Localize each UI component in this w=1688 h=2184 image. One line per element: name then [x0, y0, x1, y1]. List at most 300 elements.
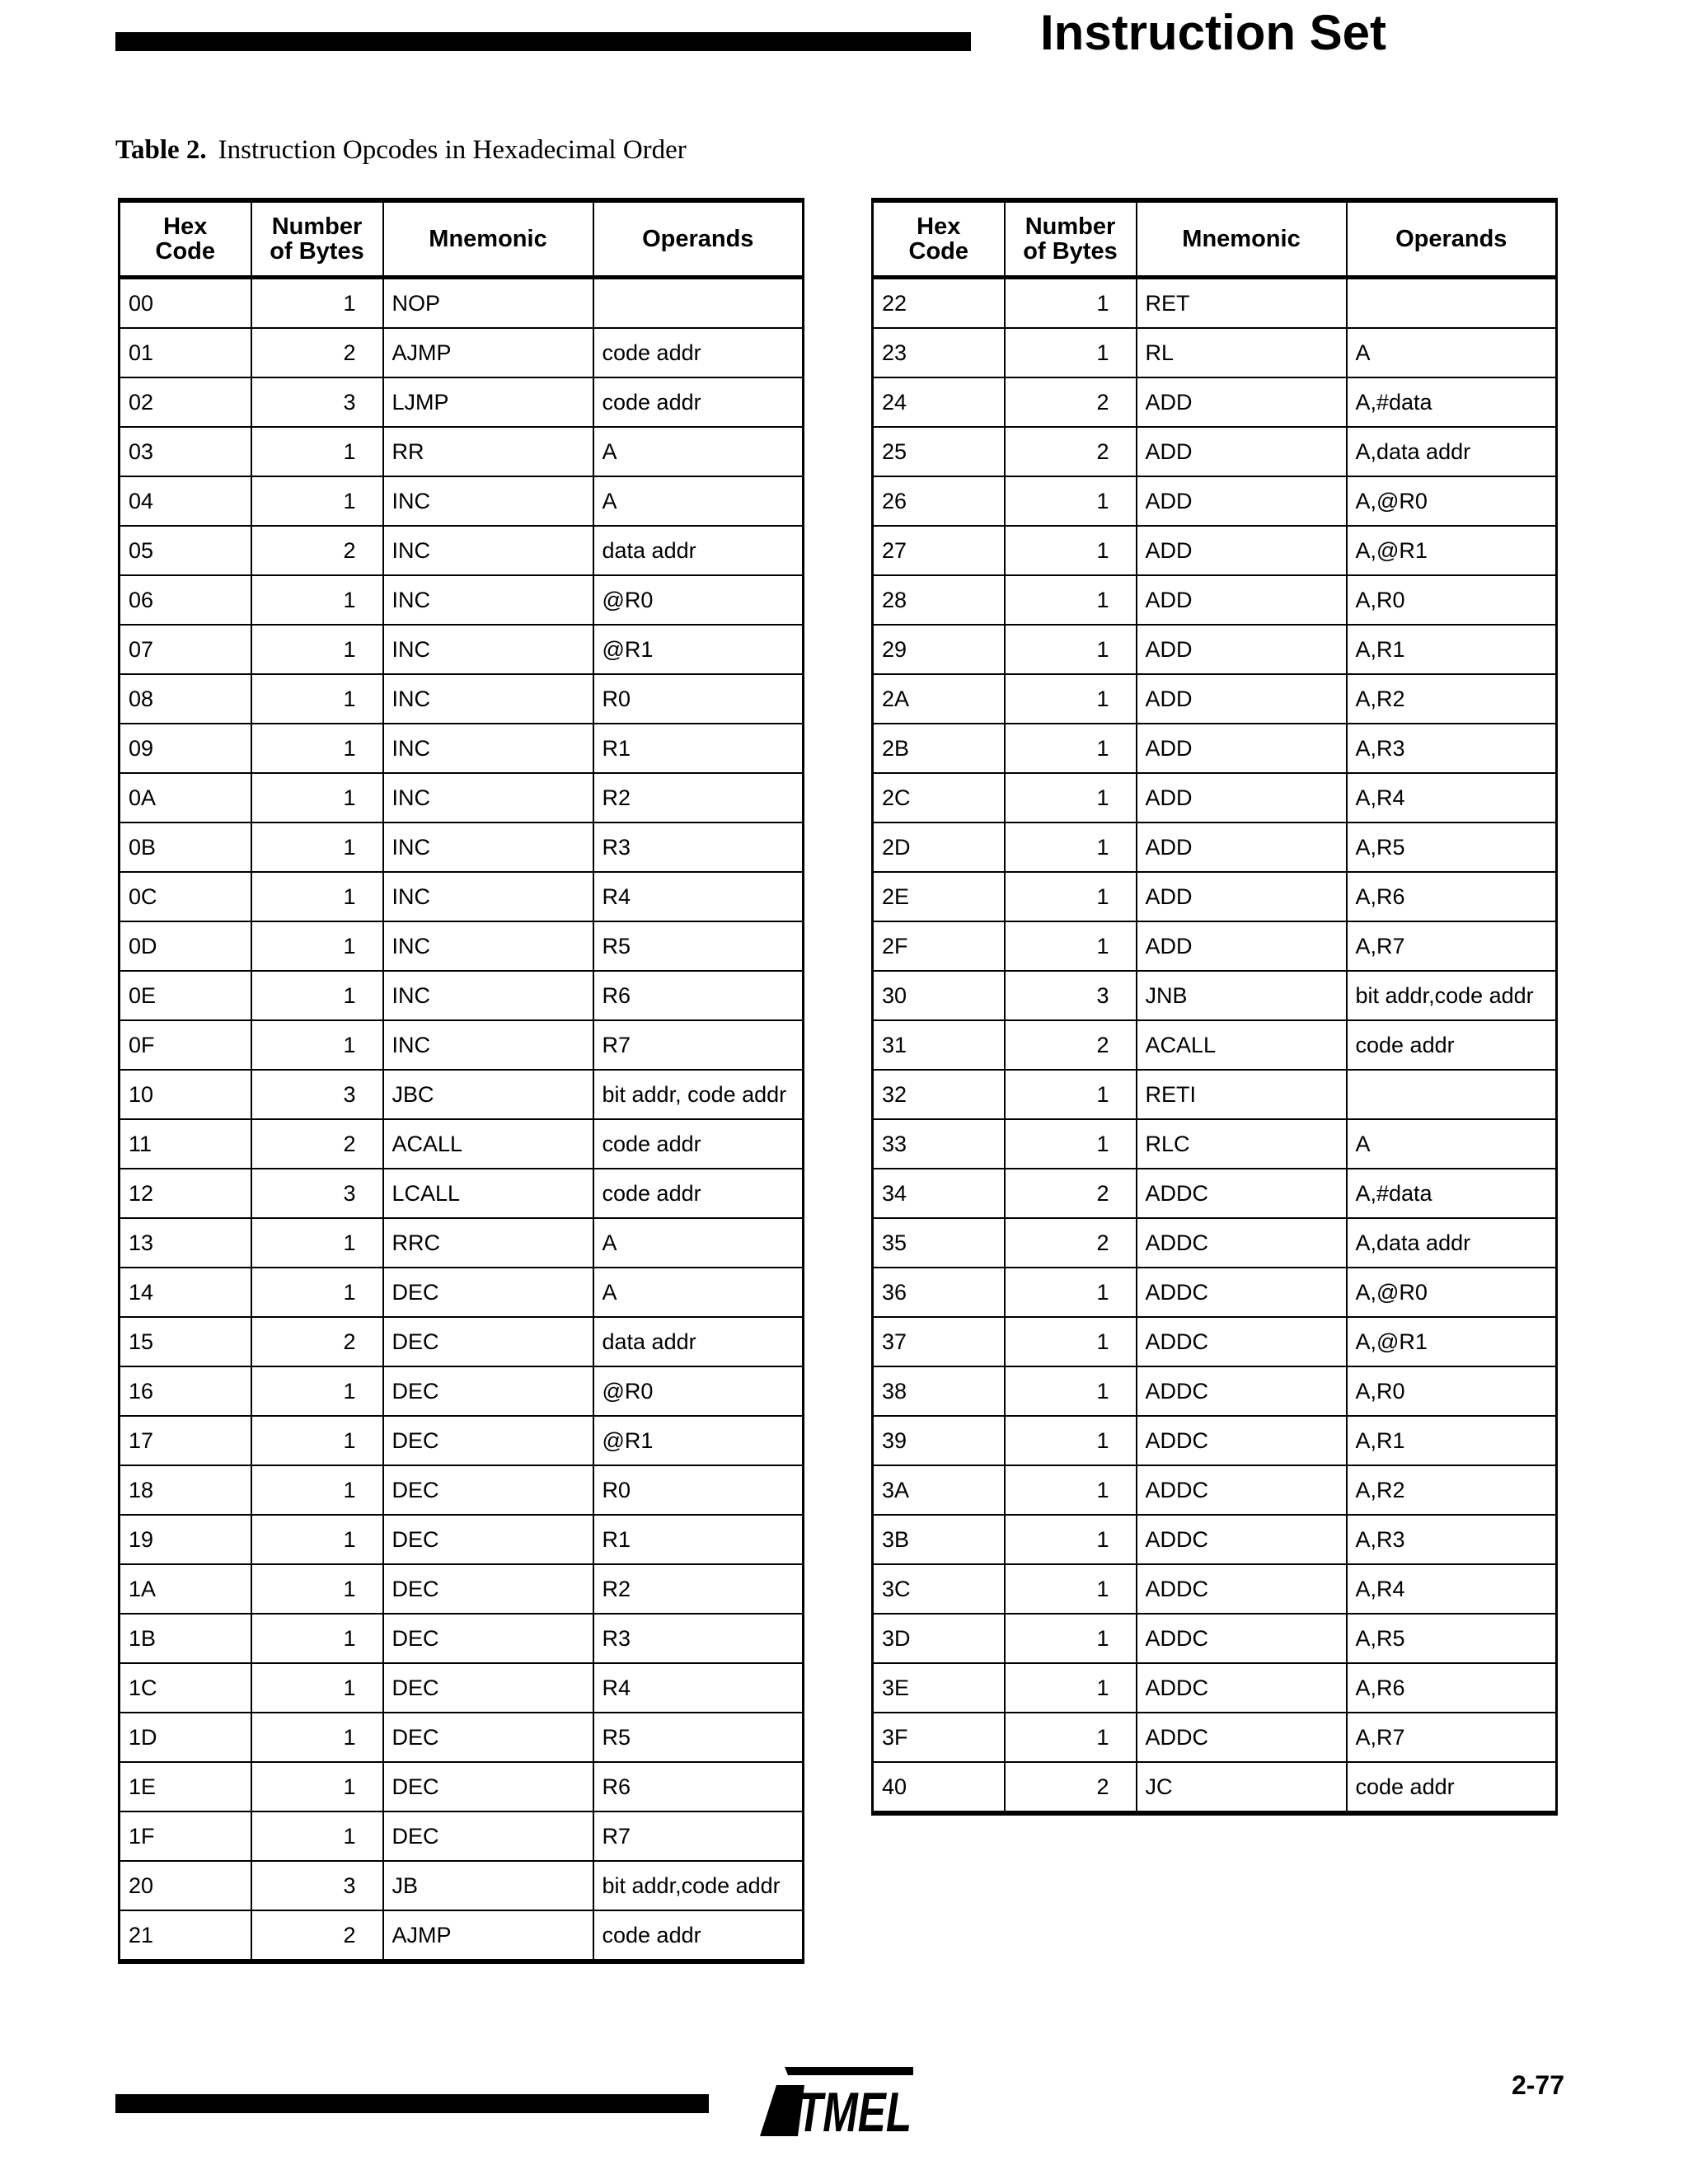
header-row [873, 200, 1557, 278]
cell-hex-code: 20 [120, 1861, 251, 1910]
cell-hex-code: 26 [873, 476, 1005, 526]
cell-number-of-bytes: 2 [1005, 1218, 1137, 1268]
cell-operands: A,R4 [1347, 773, 1557, 823]
cell-mnemonic: ADDC [1137, 1465, 1347, 1515]
cell-hex-code: 1E [120, 1762, 251, 1811]
table-caption-text: Instruction Opcodes in Hexadecimal Order [218, 135, 687, 165]
table-row [873, 1169, 1557, 1218]
cell-mnemonic: ADD [1137, 724, 1347, 773]
cell-mnemonic: INC [383, 625, 593, 674]
cell-mnemonic: JB [383, 1861, 593, 1910]
cell-operands: @R1 [593, 625, 804, 674]
header-hex-code: Hex Code [120, 200, 251, 278]
table-row [873, 1663, 1557, 1713]
cell-hex-code: 24 [873, 377, 1005, 427]
cell-mnemonic: INC [383, 526, 593, 575]
cell-number-of-bytes: 1 [251, 1366, 383, 1416]
cell-number-of-bytes: 2 [251, 328, 383, 377]
cell-operands: data addr [593, 1317, 804, 1366]
page-number: 2-77 [1511, 2070, 1564, 2100]
table-row [120, 526, 804, 575]
cell-mnemonic: INC [383, 971, 593, 1020]
table-row [120, 971, 804, 1020]
cell-operands: code addr [1347, 1762, 1557, 1813]
cell-hex-code: 14 [120, 1268, 251, 1317]
cell-operands: R5 [593, 1713, 804, 1762]
cell-operands: A,R6 [1347, 872, 1557, 921]
cell-mnemonic: INC [383, 476, 593, 526]
cell-mnemonic: DEC [383, 1366, 593, 1416]
cell-number-of-bytes: 1 [251, 1268, 383, 1317]
table-row [873, 278, 1557, 329]
cell-number-of-bytes: 1 [1005, 1515, 1137, 1564]
table-row [120, 1070, 804, 1119]
cell-operands: A,R3 [1347, 724, 1557, 773]
cell-operands: bit addr,code addr [1347, 971, 1557, 1020]
cell-hex-code: 3A [873, 1465, 1005, 1515]
table-row [120, 1020, 804, 1070]
table-row [873, 1515, 1557, 1564]
cell-operands: A,data addr [1347, 427, 1557, 476]
table-row [120, 1713, 804, 1762]
cell-mnemonic: JNB [1137, 971, 1347, 1020]
cell-hex-code: 30 [873, 971, 1005, 1020]
cell-mnemonic: DEC [383, 1713, 593, 1762]
cell-mnemonic: DEC [383, 1268, 593, 1317]
cell-hex-code: 1C [120, 1663, 251, 1713]
cell-mnemonic: ADDC [1137, 1366, 1347, 1416]
cell-number-of-bytes: 1 [1005, 1465, 1137, 1515]
cell-hex-code: 38 [873, 1366, 1005, 1416]
cell-operands: A,R1 [1347, 625, 1557, 674]
cell-hex-code: 21 [120, 1910, 251, 1961]
table-row [873, 1119, 1557, 1169]
cell-number-of-bytes: 1 [251, 1218, 383, 1268]
cell-hex-code: 22 [873, 278, 1005, 329]
cell-number-of-bytes: 1 [1005, 625, 1137, 674]
table-row [873, 1070, 1557, 1119]
table-row [873, 773, 1557, 823]
cell-number-of-bytes: 1 [251, 625, 383, 674]
cell-operands: R2 [593, 773, 804, 823]
cell-mnemonic: ADDC [1137, 1564, 1347, 1614]
table-body [120, 278, 804, 1962]
cell-operands: A,R2 [1347, 1465, 1557, 1515]
cell-mnemonic: AJMP [383, 1910, 593, 1961]
cell-hex-code: 0F [120, 1020, 251, 1070]
cell-mnemonic: ADD [1137, 625, 1347, 674]
table-row [120, 674, 804, 724]
table-row [120, 1762, 804, 1811]
table-row [120, 823, 804, 872]
cell-operands: R1 [593, 1515, 804, 1564]
table-caption-number: Table 2. [115, 135, 207, 165]
table-row [120, 724, 804, 773]
cell-operands: R4 [593, 1663, 804, 1713]
page-title: Instruction Set [1040, 5, 1387, 60]
cell-mnemonic: RRC [383, 1218, 593, 1268]
cell-number-of-bytes: 1 [251, 1465, 383, 1515]
table-row [873, 526, 1557, 575]
table-row [873, 1465, 1557, 1515]
cell-mnemonic: ADD [1137, 526, 1347, 575]
cell-operands: A,#data [1347, 377, 1557, 427]
cell-number-of-bytes: 1 [251, 1416, 383, 1465]
footer-rule [115, 2094, 709, 2113]
cell-number-of-bytes: 1 [1005, 724, 1137, 773]
cell-number-of-bytes: 1 [1005, 1713, 1137, 1762]
table-row [120, 773, 804, 823]
cell-number-of-bytes: 2 [251, 1119, 383, 1169]
table-row [873, 1218, 1557, 1268]
table-row [120, 1416, 804, 1465]
table-row [120, 278, 804, 329]
cell-operands: A [593, 1218, 804, 1268]
cell-hex-code: 29 [873, 625, 1005, 674]
table-row [873, 724, 1557, 773]
cell-mnemonic: ADDC [1137, 1663, 1347, 1713]
cell-hex-code: 00 [120, 278, 251, 329]
cell-operands: A,@R1 [1347, 1317, 1557, 1366]
cell-hex-code: 3D [873, 1614, 1005, 1663]
cell-hex-code: 25 [873, 427, 1005, 476]
cell-hex-code: 0D [120, 921, 251, 971]
cell-number-of-bytes: 1 [1005, 1317, 1137, 1366]
cell-operands: R0 [593, 1465, 804, 1515]
table-header [873, 200, 1557, 278]
cell-number-of-bytes: 1 [251, 773, 383, 823]
header-number-of-bytes: Number of Bytes [251, 200, 383, 278]
cell-mnemonic: AJMP [383, 328, 593, 377]
cell-number-of-bytes: 1 [251, 1811, 383, 1861]
cell-number-of-bytes: 1 [251, 1564, 383, 1614]
cell-mnemonic: ADD [1137, 921, 1347, 971]
cell-number-of-bytes: 2 [1005, 377, 1137, 427]
cell-number-of-bytes: 1 [251, 1762, 383, 1811]
cell-hex-code: 0B [120, 823, 251, 872]
cell-hex-code: 11 [120, 1119, 251, 1169]
cell-number-of-bytes: 2 [251, 526, 383, 575]
cell-number-of-bytes: 1 [251, 1663, 383, 1713]
cell-number-of-bytes: 3 [251, 1861, 383, 1910]
table-row [873, 1564, 1557, 1614]
table-row [120, 1663, 804, 1713]
table-row [120, 1614, 804, 1663]
opcode-table-right [871, 198, 1558, 1816]
table-row [120, 328, 804, 377]
table-row [120, 1268, 804, 1317]
cell-operands: R3 [593, 1614, 804, 1663]
cell-operands: code addr [593, 1910, 804, 1961]
cell-operands: A,R1 [1347, 1416, 1557, 1465]
cell-operands: code addr [593, 1169, 804, 1218]
table-row [873, 1317, 1557, 1366]
cell-number-of-bytes: 1 [1005, 1614, 1137, 1663]
cell-hex-code: 19 [120, 1515, 251, 1564]
cell-number-of-bytes: 1 [251, 674, 383, 724]
cell-number-of-bytes: 1 [251, 971, 383, 1020]
cell-mnemonic: JBC [383, 1070, 593, 1119]
table-row [873, 427, 1557, 476]
cell-number-of-bytes: 1 [1005, 872, 1137, 921]
cell-operands: R2 [593, 1564, 804, 1614]
table-row [120, 872, 804, 921]
cell-number-of-bytes: 3 [251, 377, 383, 427]
cell-number-of-bytes: 1 [1005, 1070, 1137, 1119]
cell-mnemonic: DEC [383, 1663, 593, 1713]
cell-hex-code: 28 [873, 575, 1005, 625]
cell-mnemonic: INC [383, 575, 593, 625]
cell-number-of-bytes: 1 [1005, 575, 1137, 625]
cell-operands: A [593, 1268, 804, 1317]
table-row [873, 1416, 1557, 1465]
cell-operands: bit addr, code addr [593, 1070, 804, 1119]
table-row [120, 1218, 804, 1268]
cell-operands: A,#data [1347, 1169, 1557, 1218]
cell-number-of-bytes: 1 [251, 427, 383, 476]
cell-mnemonic: DEC [383, 1317, 593, 1366]
cell-mnemonic: DEC [383, 1465, 593, 1515]
cell-operands: R4 [593, 872, 804, 921]
cell-operands: A,R0 [1347, 575, 1557, 625]
cell-operands: A,R0 [1347, 1366, 1557, 1416]
cell-operands: A,R3 [1347, 1515, 1557, 1564]
cell-hex-code: 2D [873, 823, 1005, 872]
cell-number-of-bytes: 1 [1005, 1366, 1137, 1416]
cell-number-of-bytes: 1 [1005, 674, 1137, 724]
cell-mnemonic: ADDC [1137, 1169, 1347, 1218]
cell-hex-code: 17 [120, 1416, 251, 1465]
cell-number-of-bytes: 1 [1005, 1268, 1137, 1317]
table-row [120, 1811, 804, 1861]
cell-hex-code: 3B [873, 1515, 1005, 1564]
cell-number-of-bytes: 1 [251, 1515, 383, 1564]
header-row [120, 200, 804, 278]
cell-number-of-bytes: 1 [1005, 773, 1137, 823]
cell-hex-code: 0C [120, 872, 251, 921]
cell-operands: A [593, 476, 804, 526]
cell-number-of-bytes: 1 [1005, 1564, 1137, 1614]
table-row [873, 872, 1557, 921]
opcode-table-left [118, 198, 804, 1964]
cell-mnemonic: ACALL [383, 1119, 593, 1169]
cell-mnemonic: ADDC [1137, 1614, 1347, 1663]
cell-operands: A [593, 427, 804, 476]
cell-mnemonic: JC [1137, 1762, 1347, 1813]
cell-hex-code: 18 [120, 1465, 251, 1515]
cell-mnemonic: RR [383, 427, 593, 476]
cell-hex-code: 35 [873, 1218, 1005, 1268]
header-mnemonic: Mnemonic [383, 200, 593, 278]
cell-mnemonic: INC [383, 872, 593, 921]
cell-hex-code: 15 [120, 1317, 251, 1366]
cell-hex-code: 10 [120, 1070, 251, 1119]
cell-operands: data addr [593, 526, 804, 575]
cell-operands: code addr [593, 328, 804, 377]
cell-hex-code: 2E [873, 872, 1005, 921]
table-row [873, 1268, 1557, 1317]
table-row [873, 1020, 1557, 1070]
cell-mnemonic: DEC [383, 1762, 593, 1811]
cell-operands: R3 [593, 823, 804, 872]
cell-operands: R7 [593, 1020, 804, 1070]
cell-mnemonic: ADD [1137, 674, 1347, 724]
cell-hex-code: 2C [873, 773, 1005, 823]
table-body [873, 278, 1557, 1814]
cell-mnemonic: INC [383, 773, 593, 823]
table-row [120, 1119, 804, 1169]
table-row [120, 1515, 804, 1564]
atmel-logo [752, 2060, 918, 2144]
cell-number-of-bytes: 1 [251, 724, 383, 773]
table-row [120, 476, 804, 526]
cell-operands: code addr [1347, 1020, 1557, 1070]
header-hex-code: Hex Code [873, 200, 1005, 278]
header-rule [115, 32, 971, 51]
table-header [120, 200, 804, 278]
cell-mnemonic: ADD [1137, 872, 1347, 921]
cell-number-of-bytes: 2 [1005, 1762, 1137, 1813]
cell-number-of-bytes: 1 [1005, 1416, 1137, 1465]
table-row [120, 921, 804, 971]
cell-operands: R5 [593, 921, 804, 971]
table-row [873, 921, 1557, 971]
cell-number-of-bytes: 1 [251, 1614, 383, 1663]
cell-mnemonic: ADDC [1137, 1268, 1347, 1317]
svg-text:ATMEL: ATMEL [768, 2081, 912, 2144]
cell-number-of-bytes: 1 [1005, 823, 1137, 872]
cell-number-of-bytes: 3 [1005, 971, 1137, 1020]
cell-number-of-bytes: 2 [251, 1910, 383, 1961]
cell-mnemonic: ADD [1137, 427, 1347, 476]
cell-hex-code: 13 [120, 1218, 251, 1268]
table-row [873, 1366, 1557, 1416]
cell-mnemonic: ADDC [1137, 1218, 1347, 1268]
table-row [873, 377, 1557, 427]
table-row [873, 625, 1557, 674]
table-row [120, 1564, 804, 1614]
cell-number-of-bytes: 1 [1005, 328, 1137, 377]
cell-hex-code: 1B [120, 1614, 251, 1663]
cell-mnemonic: INC [383, 724, 593, 773]
cell-hex-code: 06 [120, 575, 251, 625]
table-row [873, 476, 1557, 526]
cell-operands: A,R7 [1347, 921, 1557, 971]
table-row [873, 1762, 1557, 1813]
cell-mnemonic: ACALL [1137, 1020, 1347, 1070]
cell-operands: A,R5 [1347, 1614, 1557, 1663]
cell-number-of-bytes: 3 [251, 1169, 383, 1218]
cell-number-of-bytes: 2 [1005, 1020, 1137, 1070]
cell-mnemonic: ADD [1137, 377, 1347, 427]
cell-operands [1347, 1070, 1557, 1119]
cell-mnemonic: DEC [383, 1416, 593, 1465]
cell-mnemonic: RETI [1137, 1070, 1347, 1119]
cell-hex-code: 2B [873, 724, 1005, 773]
cell-hex-code: 01 [120, 328, 251, 377]
cell-mnemonic: RLC [1137, 1119, 1347, 1169]
cell-operands: A,R6 [1347, 1663, 1557, 1713]
cell-operands: A,data addr [1347, 1218, 1557, 1268]
cell-operands: A [1347, 1119, 1557, 1169]
cell-number-of-bytes: 1 [251, 278, 383, 329]
cell-mnemonic: LJMP [383, 377, 593, 427]
cell-operands: R0 [593, 674, 804, 724]
cell-operands [593, 278, 804, 329]
cell-operands: A [1347, 328, 1557, 377]
cell-mnemonic: ADDC [1137, 1416, 1347, 1465]
table-row [120, 377, 804, 427]
cell-number-of-bytes: 2 [251, 1317, 383, 1366]
cell-mnemonic: RL [1137, 328, 1347, 377]
cell-number-of-bytes: 1 [251, 575, 383, 625]
cell-mnemonic: ADD [1137, 773, 1347, 823]
table-row [120, 1366, 804, 1416]
cell-operands: A,R2 [1347, 674, 1557, 724]
cell-hex-code: 3E [873, 1663, 1005, 1713]
cell-hex-code: 0A [120, 773, 251, 823]
cell-operands: @R1 [593, 1416, 804, 1465]
cell-operands: R7 [593, 1811, 804, 1861]
cell-operands: @R0 [593, 1366, 804, 1416]
cell-mnemonic: ADD [1137, 476, 1347, 526]
cell-mnemonic: ADDC [1137, 1317, 1347, 1366]
cell-operands [1347, 278, 1557, 329]
table-row [120, 1465, 804, 1515]
cell-mnemonic: ADDC [1137, 1515, 1347, 1564]
cell-mnemonic: INC [383, 674, 593, 724]
cell-mnemonic: DEC [383, 1614, 593, 1663]
cell-operands: bit addr,code addr [593, 1861, 804, 1910]
cell-hex-code: 34 [873, 1169, 1005, 1218]
table-row [120, 427, 804, 476]
cell-number-of-bytes: 1 [1005, 921, 1137, 971]
cell-operands: R6 [593, 1762, 804, 1811]
cell-operands: code addr [593, 1119, 804, 1169]
cell-number-of-bytes: 3 [251, 1070, 383, 1119]
header-number-of-bytes: Number of Bytes [1005, 200, 1137, 278]
cell-hex-code: 09 [120, 724, 251, 773]
table-row [120, 1169, 804, 1218]
cell-hex-code: 1D [120, 1713, 251, 1762]
cell-number-of-bytes: 1 [1005, 1119, 1137, 1169]
cell-number-of-bytes: 1 [251, 1713, 383, 1762]
cell-hex-code: 05 [120, 526, 251, 575]
table-row [120, 575, 804, 625]
cell-hex-code: 33 [873, 1119, 1005, 1169]
table-row [873, 971, 1557, 1020]
cell-number-of-bytes: 1 [251, 921, 383, 971]
cell-operands: A,@R1 [1347, 526, 1557, 575]
table-row [873, 1614, 1557, 1663]
table-row [873, 1713, 1557, 1762]
cell-hex-code: 08 [120, 674, 251, 724]
cell-hex-code: 2F [873, 921, 1005, 971]
table-row [873, 328, 1557, 377]
table-caption [115, 132, 687, 168]
cell-number-of-bytes: 2 [1005, 427, 1137, 476]
cell-mnemonic: DEC [383, 1515, 593, 1564]
cell-hex-code: 3C [873, 1564, 1005, 1614]
table-row [120, 1910, 804, 1961]
cell-number-of-bytes: 1 [1005, 278, 1137, 329]
table-row [120, 1317, 804, 1366]
cell-number-of-bytes: 1 [251, 872, 383, 921]
cell-hex-code: 36 [873, 1268, 1005, 1317]
cell-operands: A,@R0 [1347, 1268, 1557, 1317]
cell-operands: R6 [593, 971, 804, 1020]
cell-hex-code: 2A [873, 674, 1005, 724]
